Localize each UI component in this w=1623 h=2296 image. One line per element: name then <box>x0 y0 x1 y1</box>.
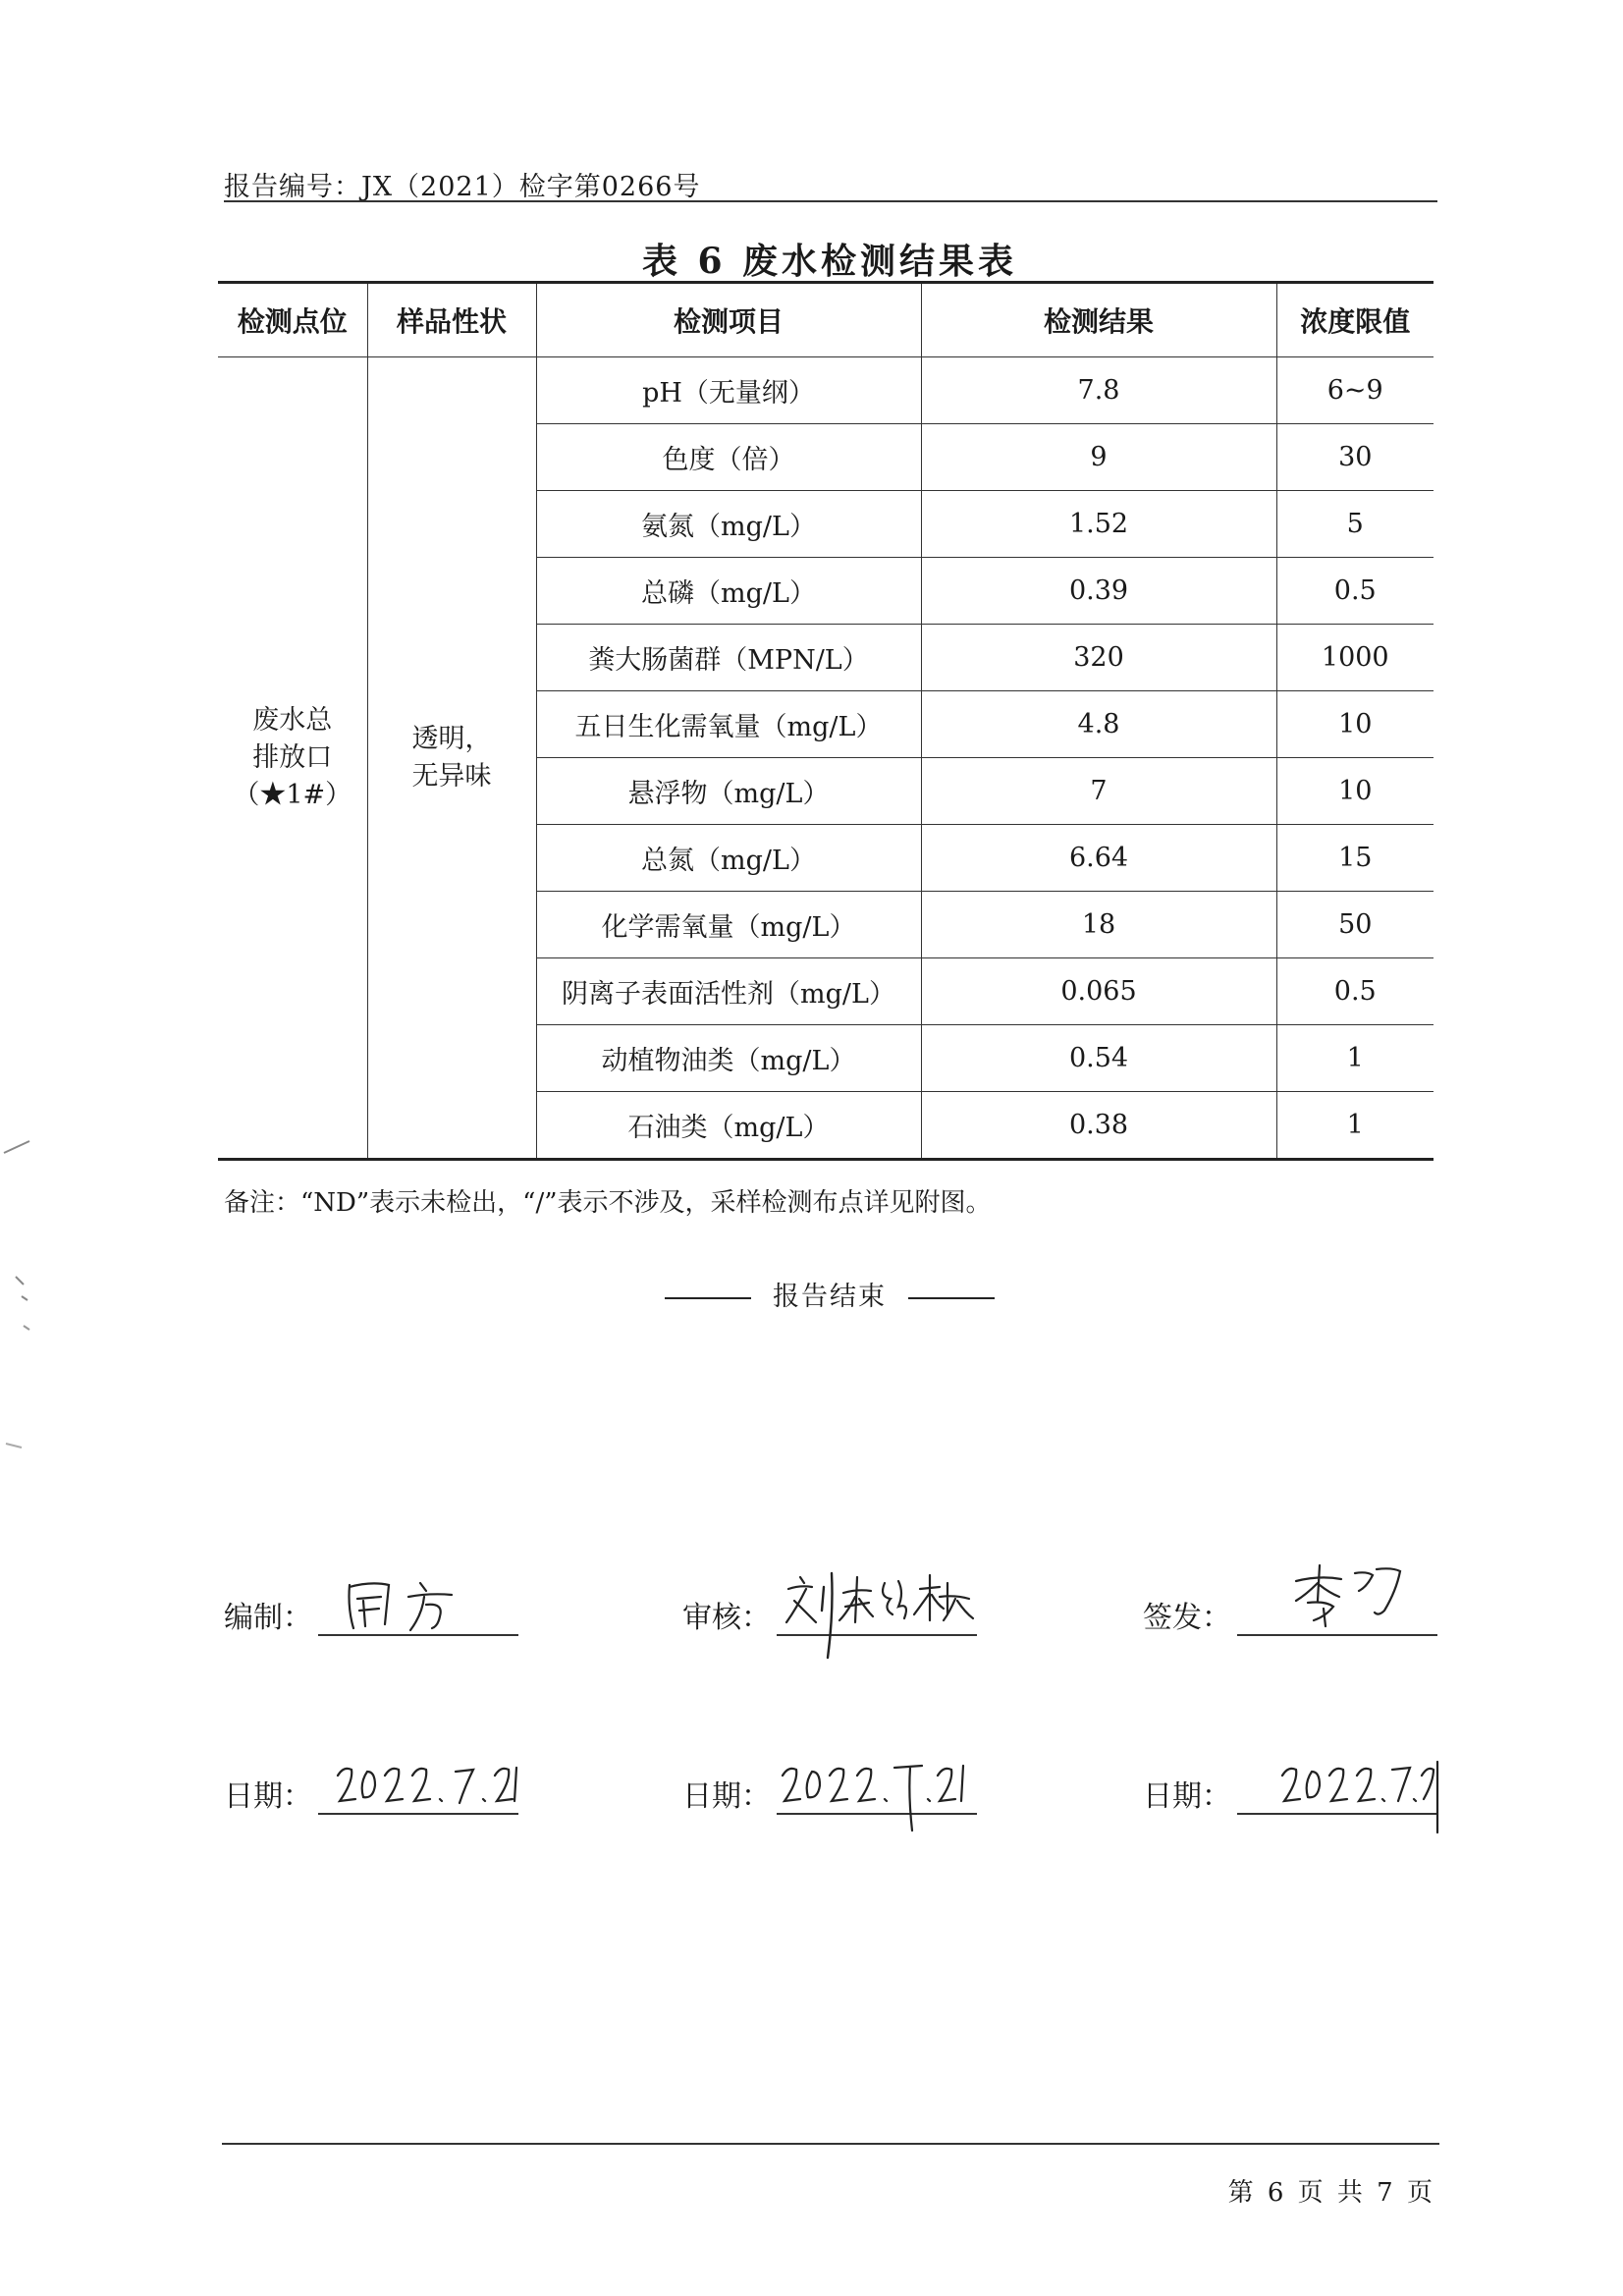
test-result-cell: 18 <box>921 892 1276 958</box>
test-result-cell: 0.54 <box>921 1025 1276 1092</box>
scan-artifact-marks <box>0 1129 39 1463</box>
test-item-cell: 总氮（mg/L） <box>536 825 921 892</box>
sampling-point-line: 废水总 <box>252 704 333 736</box>
limit-cell: 0.5 <box>1276 958 1434 1025</box>
test-item-cell: 粪大肠菌群（MPN/L） <box>536 625 921 691</box>
reviewer-label: 审核： <box>682 1601 771 1635</box>
footer-divider <box>222 2143 1439 2145</box>
test-item-cell: 化学需氧量（mg/L） <box>536 892 921 958</box>
test-result-cell: 1.52 <box>921 491 1276 558</box>
test-result-cell: 9 <box>921 424 1276 491</box>
test-item-cell: 动植物油类（mg/L） <box>536 1025 921 1092</box>
test-result-cell: 4.8 <box>921 691 1276 758</box>
reviewer-date-label: 日期： <box>682 1779 771 1814</box>
test-item-cell: pH（无量纲） <box>536 357 921 424</box>
report-number: 报告编号：JX（2021）检字第0266号 <box>224 172 701 202</box>
test-result-cell: 0.38 <box>921 1092 1276 1160</box>
issuer-label: 签发： <box>1143 1601 1231 1635</box>
reviewer-date-block <box>682 1764 977 1823</box>
issuer-handwritten-date <box>1278 1754 1445 1836</box>
sample-property-cell <box>367 357 536 1160</box>
issuer-date-block <box>1143 1764 1437 1823</box>
table-row <box>218 357 1434 424</box>
limit-cell: 10 <box>1276 758 1434 825</box>
column-header-sampling-point: 检测点位 <box>218 283 367 357</box>
column-header-test-result: 检测结果 <box>921 283 1276 357</box>
limit-cell: 50 <box>1276 892 1434 958</box>
limit-cell: 1000 <box>1276 625 1434 691</box>
page-number: 第 6 页 共 7 页 <box>1227 2178 1435 2208</box>
limit-cell: 5 <box>1276 491 1434 558</box>
test-item-cell: 五日生化需氧量（mg/L） <box>536 691 921 758</box>
limit-cell: 0.5 <box>1276 558 1434 625</box>
table-note: 备注：“ND”表示未检出，“/”表示不涉及，采样检测布点详见附图。 <box>224 1188 992 1218</box>
limit-cell: 1 <box>1276 1092 1434 1160</box>
compiler-date-line <box>318 1813 518 1815</box>
test-result-cell: 320 <box>921 625 1276 691</box>
issuer-signature-line <box>1237 1634 1437 1636</box>
column-header-test-item: 检测项目 <box>536 283 921 357</box>
limit-cell: 30 <box>1276 424 1434 491</box>
table-title: 表 6 废水检测结果表 <box>641 241 1018 282</box>
test-item-cell: 色度（倍） <box>536 424 921 491</box>
compiler-date-block <box>224 1764 518 1823</box>
test-result-cell: 7.8 <box>921 357 1276 424</box>
limit-cell: 10 <box>1276 691 1434 758</box>
table-header-row <box>218 283 1434 357</box>
column-header-limit: 浓度限值 <box>1276 283 1434 357</box>
end-mark-dash-right <box>908 1297 995 1299</box>
test-item-cell: 总磷（mg/L） <box>536 558 921 625</box>
test-item-cell: 石油类（mg/L） <box>536 1092 921 1160</box>
test-result-cell: 6.64 <box>921 825 1276 892</box>
column-header-sample-property: 样品性状 <box>367 283 536 357</box>
end-mark-dash-left <box>665 1297 751 1299</box>
test-result-cell: 0.065 <box>921 958 1276 1025</box>
issuer-date-label: 日期： <box>1143 1779 1231 1814</box>
issuer-signature-block <box>1143 1585 1437 1644</box>
test-item-cell: 氨氮（mg/L） <box>536 491 921 558</box>
reviewer-signature-block <box>682 1585 977 1644</box>
test-result-cell: 7 <box>921 758 1276 825</box>
wastewater-results-table <box>218 281 1434 1161</box>
compiler-date-label: 日期： <box>224 1779 312 1814</box>
end-mark-text: 报告结束 <box>773 1282 887 1312</box>
sample-property-line: 无异味 <box>411 760 492 792</box>
sampling-point-line: （★1#） <box>233 779 352 810</box>
test-item-cell: 悬浮物（mg/L） <box>536 758 921 825</box>
sample-property-line: 透明， <box>411 723 492 754</box>
compiler-label: 编制： <box>224 1601 312 1635</box>
header-divider <box>224 200 1437 202</box>
issuer-handwritten-signature <box>1290 1561 1418 1630</box>
limit-cell: 1 <box>1276 1025 1434 1092</box>
test-result-cell: 0.39 <box>921 558 1276 625</box>
compiler-handwritten-signature <box>342 1575 489 1638</box>
sampling-point-line: 排放口 <box>252 741 333 773</box>
compiler-handwritten-date <box>334 1758 520 1813</box>
sampling-point-cell <box>218 357 367 1160</box>
report-end-mark <box>0 1275 1623 1313</box>
limit-cell: 6~9 <box>1276 357 1434 424</box>
limit-cell: 15 <box>1276 825 1434 892</box>
compiler-signature-block <box>224 1585 518 1644</box>
reviewer-handwritten-signature <box>783 1563 979 1662</box>
reviewer-handwritten-date <box>779 1756 975 1834</box>
test-item-cell: 阴离子表面活性剂（mg/L） <box>536 958 921 1025</box>
